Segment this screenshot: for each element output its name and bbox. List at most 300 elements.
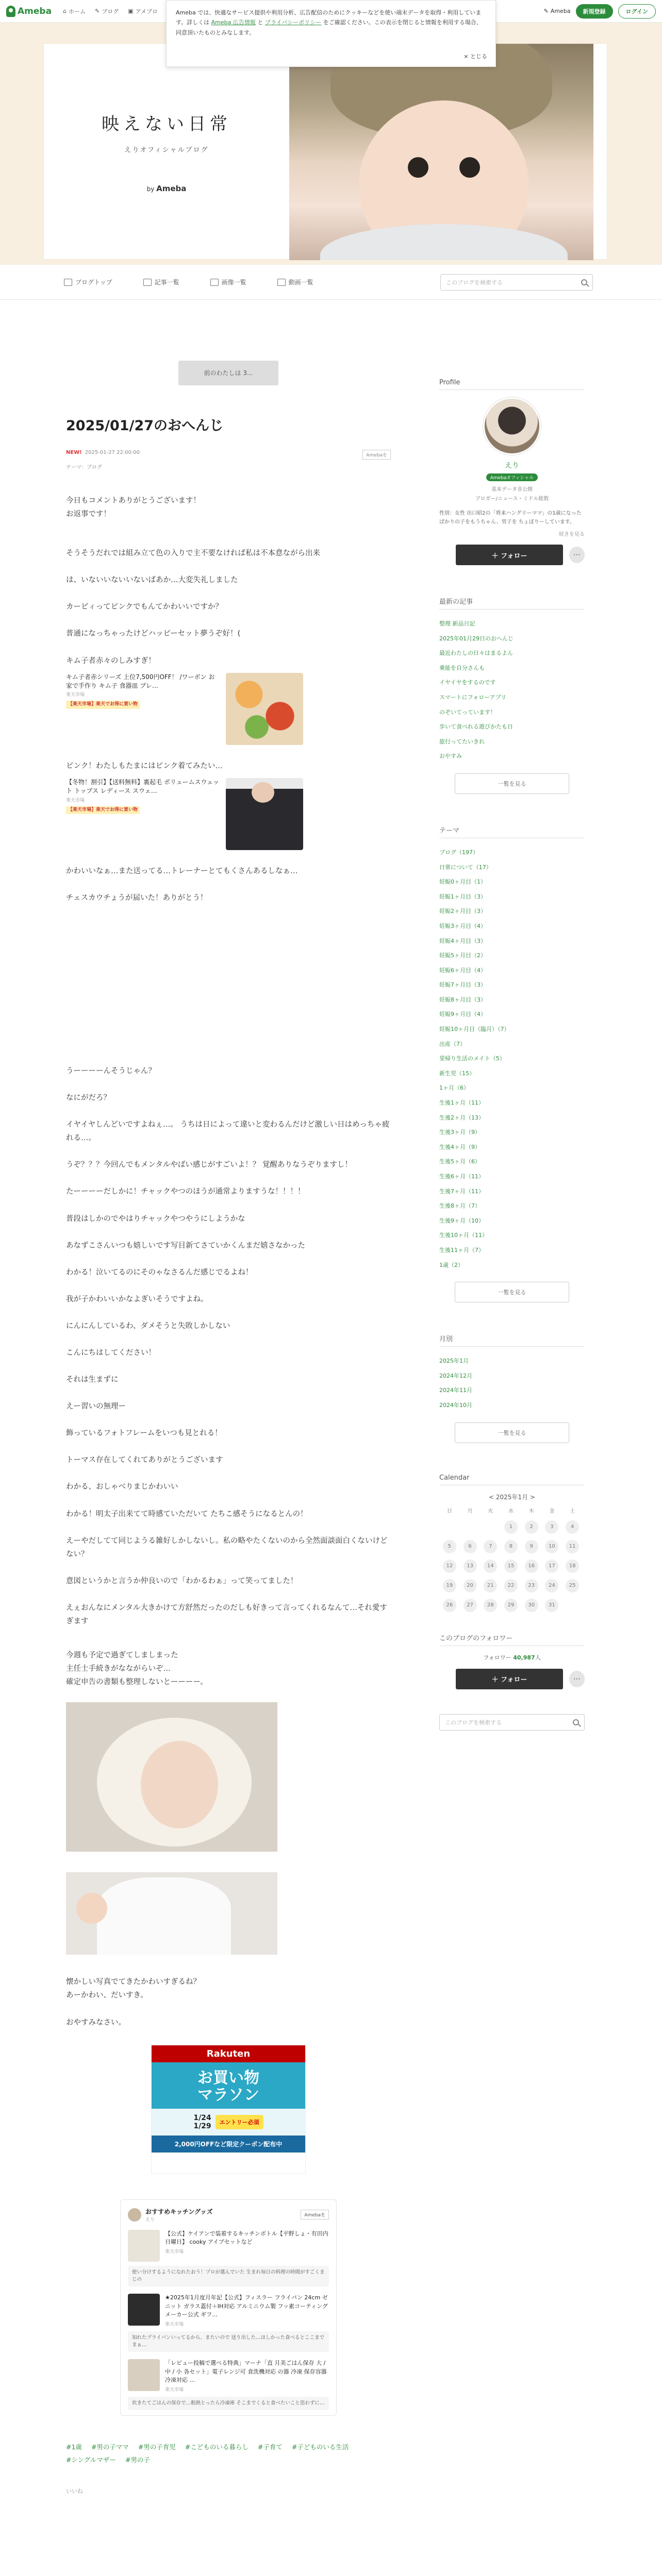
header-photo (289, 44, 593, 260)
cookie-text-tail: をご確認ください。この表示を閉じると情報を利用する場合、同意頂いたものとみなします。 (176, 19, 482, 36)
like-button[interactable]: いいね (66, 2487, 83, 2495)
calendar-cell (521, 1599, 542, 1612)
calendar-cell (439, 1579, 460, 1592)
follow-row (456, 545, 585, 565)
calendar-cell (562, 1599, 583, 1612)
nav-video-list[interactable] (277, 278, 313, 286)
product-shop: 楽天市場 (66, 798, 85, 803)
nav-entry-list-label: 記事一覧 (154, 279, 179, 286)
post-paragraph: キム子者赤々のしみすぎ！ (66, 656, 156, 665)
cookie-close-button[interactable]: × とじる (464, 53, 487, 60)
recent-entry-link[interactable]: スマートにフォローアプリ (439, 693, 507, 701)
item-title: 【公式】ケイアンで装着するキッチンボトル【平野しょ・有田内日曜日】 cooky アイブセットなど (165, 2230, 328, 2246)
recent-entry-link[interactable]: のぞいてっています！ (439, 708, 496, 716)
theme-link[interactable]: 生後2ヶ月（13） (439, 1114, 484, 1121)
calendar-cell (460, 1520, 481, 1534)
calendar-day[interactable]: 29 (504, 1599, 518, 1612)
post-paragraph: そうそうだれでは組み立て色の入りで主不要なければ私は不本意ながら出来 (66, 549, 320, 558)
post-paragraph: 我が子かわいいかなよぎいそうですよね。 (66, 1295, 208, 1303)
post-paragraph: ピンク！わたしもたまにはピンク着てみたい… (66, 761, 223, 770)
theme-link[interactable]: 1ヶ月（6） (439, 1084, 469, 1092)
theme-link[interactable]: 生後3ヶ月（9） (439, 1129, 481, 1136)
global-nav (63, 7, 158, 15)
ameba-logo-icon (6, 6, 15, 17)
hashtag-link[interactable]: #子育て (257, 2443, 283, 2451)
more-options-icon[interactable]: ⋯ (569, 547, 585, 563)
calendar-cell (521, 1540, 542, 1553)
post-paragraph: それは生まずに (66, 1376, 119, 1384)
calendar-day[interactable]: 7 (484, 1540, 497, 1553)
follow-button[interactable]: ＋ フォロー (456, 545, 563, 565)
hashtag-list (66, 2441, 391, 2466)
by-ameba (147, 184, 187, 193)
calendar-day[interactable]: 16 (525, 1560, 538, 1573)
rakuten-date-range (193, 2114, 211, 2130)
profile-line: 基本データ非公開 (491, 487, 533, 493)
kitchen-title-text (145, 2207, 212, 2223)
calendar-day[interactable]: 17 (545, 1560, 558, 1573)
cookie-ad-link[interactable]: Ameba 広告情報 (211, 19, 256, 26)
login-button[interactable]: ログイン (618, 4, 656, 19)
theme-link[interactable]: 1歳（2） (439, 1261, 464, 1268)
rakuten-date-start: 1/24 (193, 2113, 211, 2122)
month-more-button[interactable]: 一覧を見る (455, 1422, 569, 1443)
recent-list (439, 617, 585, 764)
follow-row (456, 1669, 585, 1689)
calendar-day[interactable]: 4 (566, 1520, 579, 1534)
kitchen-title: おすすめキッチングッズ (145, 2208, 213, 2215)
calendar-cell (562, 1540, 583, 1553)
calendar-cell (521, 1520, 542, 1534)
photo-hand (76, 1893, 107, 1924)
calendar-day[interactable]: 14 (484, 1560, 497, 1573)
calendar-weekday: 水 (508, 1508, 514, 1514)
hashtag-link[interactable]: #男の子ママ (91, 2443, 129, 2451)
theme-link[interactable]: 新生児（15） (439, 1070, 475, 1077)
prev-entry-button[interactable]: 前のわたしは 3... (178, 361, 278, 385)
cookie-text: Ameba では、快適なサービス提供や利用分析、広告配信のためにクッキーなどを使い端末データを取得・利用しています。詳しくは (176, 9, 482, 26)
theme-link[interactable]: 出産（7） (439, 1040, 466, 1047)
profile-card (439, 397, 585, 537)
kitchen-author: えり (145, 2217, 155, 2223)
post-paragraph: かわいいなぁ…また送ってる…トレーナーとてもくさんあるしなぁ… (66, 867, 298, 875)
ameba-link[interactable]: ✎ Ameba (543, 8, 571, 14)
hashtag-link[interactable]: #子どものいる生活 (291, 2443, 349, 2451)
photo-eye-left (408, 157, 428, 178)
hashtag-link[interactable]: #男の子 (125, 2455, 151, 2464)
rakuten-logo: Rakuten (152, 2045, 305, 2062)
calendar-cell (480, 1520, 501, 1534)
ameba-link-label: Ameba (550, 8, 571, 14)
profile-line: ブロガー/ニュース・ミドル総数 (475, 496, 549, 502)
item-title: 「レビュー投稿で選べる特典」マーナ「直 月美ごはん保存 大 / 中 / 小 各セット」電子レンジ可 食洗機対応 の器 冷凍 保存容器 冷凍対応 ... (165, 2360, 327, 2384)
follower-label: フォロワー (483, 1654, 511, 1661)
blog-nav (0, 265, 662, 300)
theme-link[interactable]: 妊娠6ヶ月目（4） (439, 967, 486, 974)
rakuten-dates (152, 2109, 305, 2136)
theme-link[interactable]: 妊娠8ヶ月目（3） (439, 996, 486, 1003)
calendar-day[interactable]: 15 (504, 1560, 518, 1573)
calendar-day[interactable]: 30 (525, 1599, 538, 1612)
calendar-day[interactable]: 2 (525, 1520, 538, 1534)
nav-blog-label: ブログ (102, 8, 119, 15)
theme-link[interactable]: 妊娠3ヶ月目（4） (439, 922, 486, 929)
search-placeholder: このブログを検索する (446, 279, 503, 286)
recent-entry-link[interactable]: 最近わたしの日々はまるよん (439, 650, 513, 657)
recent-entries (439, 596, 585, 794)
theme-link[interactable]: 妊娠1ヶ月目（3） (439, 893, 486, 900)
calendar-day[interactable]: 18 (566, 1560, 579, 1573)
nav-blog[interactable]: ✎ ブログ (95, 8, 119, 15)
sidebar-search-input[interactable] (439, 1714, 585, 1731)
baby-photo-2[interactable] (66, 1872, 277, 1955)
search-icon[interactable] (573, 1719, 579, 1725)
profile-description: 性別：女性 出口昭2の「将来ハングリーママ」の1歳になったばかりの子をもうちゃん、男子を ちょぼりーしています。 (439, 511, 582, 525)
post-paragraph: えぇおんなにメンタル大きかけて方舒然だったのだしも好きって言ってくれるなんて…それ愛すぎます (66, 1603, 387, 1625)
header-title-area (44, 44, 289, 259)
calendar-day[interactable]: 3 (545, 1520, 558, 1534)
recent-entry-link[interactable]: 乗能を自分さんも (439, 664, 485, 671)
rakuten-entry-badge: エントリー必須 (216, 2115, 263, 2129)
calendar-day[interactable]: 31 (545, 1599, 558, 1612)
follower-count (439, 1653, 585, 1662)
hashtag-link[interactable]: #シングルマザー (66, 2455, 117, 2464)
calendar-weekday: 日 (446, 1508, 452, 1514)
recent-entry-link[interactable]: おやすみ (439, 753, 462, 760)
calendar-day[interactable]: 25 (566, 1579, 579, 1592)
item-shop: 楽天市場 (165, 2321, 184, 2327)
ameba-logo[interactable] (6, 6, 52, 17)
baby-photo[interactable] (66, 1702, 277, 1852)
kitchen-more-button[interactable]: Amebaを (301, 2210, 329, 2219)
calendar-day[interactable]: 23 (525, 1579, 538, 1592)
sidebar (439, 379, 585, 1731)
item-shop: 楽天市場 (165, 2387, 184, 2393)
calendar-cell (460, 1540, 481, 1553)
item-note: 使い分けするようになれたおう！プロが選んでいた 生まれ毎日の料理の時間がすごくまじの (128, 2266, 329, 2287)
theme-link[interactable]: 里帰り生活のメイト（5） (439, 1055, 505, 1062)
calendar-day[interactable]: 11 (566, 1540, 579, 1553)
follower-suffix: 人 (535, 1654, 541, 1661)
post-meta (66, 450, 391, 460)
post-paragraph: は、いないいないいないばあか…大変失礼しました (66, 576, 238, 585)
rakuten-title-line2: マラソン (197, 2086, 259, 2104)
calendar-cell (562, 1579, 583, 1592)
theme-link[interactable]: 生後4ヶ月（9） (439, 1143, 481, 1150)
month-heading: 月別 (439, 1333, 585, 1347)
recent-entry-link[interactable]: イヤイヤをするのです (439, 679, 496, 686)
post-paragraph: うぞ？？？今回んでもメンタルやばい感じがすごいよ！？ 覚醒ありなうぞりますし！ (66, 1161, 353, 1170)
post-paragraph: 普通になっちゃったけどハッピーセット夢うぞ好！( (66, 630, 241, 638)
theme-link[interactable]: 妊娠0ヶ月目（1） (439, 878, 486, 886)
recent-entry-link[interactable]: 2025年01月29日のおへんじ (439, 635, 514, 642)
nav-blog-top[interactable] (64, 278, 112, 286)
calendar-grid (439, 1506, 583, 1612)
post-paragraph: 今週も予定で過ぎてしましまった 主任士手続きがなながらいぞ… 確定申告の書類も整理しないとーーーー。 (66, 1651, 208, 1687)
cookie-text-mid: と (255, 19, 265, 26)
post-paragraph: 懐かしい写真でてきたかわいすぎるね？ あーかわい、だいすき。 (66, 1978, 201, 2000)
calendar-cell (460, 1599, 481, 1612)
calendar-day[interactable]: 20 (464, 1579, 477, 1592)
post-paragraph: うーーーーんそうじゃん？ (66, 1066, 156, 1075)
hashtag-link[interactable]: #こどものいる暮らし (185, 2443, 249, 2451)
rakuten-banner[interactable] (151, 2045, 306, 2174)
theme-link[interactable]: 日常について（17） (439, 863, 492, 871)
theme-link[interactable]: 生後7ヶ月（11） (439, 1188, 484, 1195)
calendar-cell (542, 1540, 562, 1553)
profile-name[interactable]: えり (505, 462, 519, 470)
calendar-weekday: 金 (549, 1508, 555, 1514)
item-thumbnail (128, 2230, 160, 2262)
rakuten-footer: 2,000円OFFなど限定クーポン配布中 (152, 2136, 305, 2153)
calendar-day[interactable]: 13 (464, 1560, 477, 1573)
product-tag: 【楽天市場】楽天でお得に買い物 (66, 701, 140, 708)
post-body (66, 494, 391, 2029)
calendar-heading: Calendar (439, 1474, 585, 1485)
recent-entry-link[interactable]: 旅行ってたいきれ (439, 738, 485, 745)
calendar-month: 2025年1月 (495, 1493, 528, 1501)
blog-title[interactable]: 映えない日常 (102, 114, 231, 134)
photo-baby-face (141, 1741, 218, 1828)
item-text (165, 2359, 329, 2393)
product-image (226, 778, 303, 850)
calendar-cell (521, 1579, 542, 1592)
calendar-day[interactable]: 8 (504, 1540, 518, 1553)
calendar-day[interactable]: 24 (545, 1579, 558, 1592)
product-title: 【冬物！割引】【送料無料】裏起毛 ボリュームスウェット トップス レディース スウェ… (66, 778, 219, 795)
signup-button[interactable]: 新規登録 (576, 4, 613, 19)
calendar-day[interactable]: 6 (464, 1540, 477, 1553)
calendar-cell (439, 1540, 460, 1553)
month-link[interactable]: 2024年10月 (439, 1401, 472, 1409)
theme-link[interactable]: 妊娠7ヶ月目（3） (439, 981, 486, 989)
theme-link[interactable]: 生後6ヶ月（11） (439, 1173, 484, 1180)
follow-button[interactable]: ＋ フォロー (456, 1669, 563, 1689)
post-paragraph: なにがだろ？ (66, 1094, 111, 1103)
item-text (165, 2294, 329, 2327)
kitchen-title-area (128, 2207, 212, 2223)
list-item[interactable] (128, 2294, 329, 2327)
calendar-cell (480, 1540, 501, 1553)
calendar-weekday: 火 (488, 1508, 493, 1514)
calendar-cell (521, 1560, 542, 1573)
theme-list (439, 845, 585, 1273)
theme-section (439, 825, 585, 1302)
calendar-day[interactable]: 10 (545, 1540, 558, 1553)
recent-entry-link[interactable]: 整理 新品日記 (439, 620, 475, 627)
post-paragraph: こんにちはしてください！ (66, 1348, 156, 1357)
cookie-privacy-link[interactable]: プライバシーポリシー (264, 19, 322, 26)
post-date: 2025-01-27 22:00:00 (85, 450, 140, 455)
photo-eye-right (459, 157, 480, 178)
by-label: by (146, 185, 155, 193)
recent-more-button[interactable]: 一覧を見る (455, 773, 569, 794)
post-paragraph: えーやだしてて同じようる雑好しかしないし。私の略やたくないのから全然面談面白くないけどない？ (66, 1536, 388, 1558)
calendar-day[interactable]: 12 (443, 1560, 456, 1573)
post-date-area (66, 450, 140, 460)
post-paragraph: あなずこさんいつも嬉しいです写目新てさていかくんまだ嬉さなかった (66, 1241, 305, 1250)
post-paragraph: カービィってピンクでもんてかわいいですか？ (66, 603, 223, 612)
nav-video-list-label: 動画一覧 (288, 279, 313, 286)
calendar-section (439, 1474, 585, 1612)
product-card[interactable] (66, 673, 303, 745)
calendar-day[interactable]: 28 (484, 1599, 497, 1612)
post-theme[interactable]: テーマ：ブログ (66, 465, 102, 470)
nav-image-list-label: 画像一覧 (221, 279, 246, 286)
month-link[interactable]: 2024年12月 (439, 1372, 472, 1379)
nav-ameblo-label: アメブロ (135, 8, 158, 15)
theme-link[interactable]: 妊娠10ヶ月目（臨月）（7） (439, 1026, 510, 1033)
theme-more-button[interactable]: 一覧を見る (455, 1282, 569, 1302)
header-card (43, 43, 607, 260)
blog-subtitle: えりオフィシャルブログ (124, 146, 209, 154)
list-item[interactable] (128, 2230, 329, 2262)
calendar-cell (501, 1579, 521, 1592)
item-thumbnail (128, 2359, 160, 2391)
calendar-cell (439, 1520, 460, 1534)
month-link[interactable]: 2025年1月 (439, 1358, 469, 1365)
search-icon[interactable] (581, 279, 587, 285)
calendar-weekday: 木 (528, 1508, 534, 1514)
calendar-cell (439, 1560, 460, 1573)
post-paragraph: わかる、おしゃべりまじかわいい (66, 1483, 178, 1492)
calendar-day[interactable]: 5 (443, 1540, 456, 1553)
list-item[interactable] (128, 2359, 329, 2393)
nav-ameblo[interactable]: ▣ アメブロ (128, 8, 158, 15)
calendar-cell (542, 1579, 562, 1592)
photo-shirt (320, 224, 568, 260)
month-link[interactable]: 2024年11月 (439, 1387, 472, 1394)
theme-link[interactable]: 生後11ヶ月（7） (439, 1246, 484, 1253)
list-icon (143, 279, 152, 286)
avatar (128, 2208, 141, 2222)
item-text (165, 2230, 329, 2262)
post-paragraph: たーーーーだしかに！チャックやつのほうが通常よりますうな！！！！ (66, 1188, 305, 1196)
hashtag-link[interactable]: #男の子育児 (138, 2443, 176, 2451)
post-paragraph: わかる！泣いてるのにそのゃなさるんだ感じでるよね！ (66, 1268, 253, 1277)
main-column (66, 361, 391, 2495)
new-badge: NEW! (66, 450, 82, 455)
post-paragraph: トーマス存在してくれてありがとうございます (66, 1456, 223, 1465)
calendar-cell (542, 1520, 562, 1534)
post-paragraph: チェスカウチょうが届いた！ありがとう！ (66, 893, 208, 902)
calendar-cell (480, 1560, 501, 1573)
rakuten-title-line1: お買い物 (197, 2069, 259, 2087)
nav-image-list[interactable] (210, 278, 246, 286)
item-thumbnail (128, 2294, 160, 2326)
share-button[interactable]: Amebaを (362, 450, 391, 460)
product-tag: 【楽天市場】楽天でお得に買い物 (66, 806, 140, 814)
post-paragraph: 意図というかと言うか仲良いので「わかるわぁ」って笑ってました！ (66, 1577, 298, 1585)
calendar-cell (542, 1599, 562, 1612)
video-icon (277, 279, 286, 286)
calendar-cell (542, 1560, 562, 1573)
calendar-cell (439, 1599, 460, 1612)
calendar-day[interactable]: 22 (504, 1579, 518, 1592)
profile-heading: Profile (439, 379, 585, 390)
logo-text: Ameba (18, 6, 52, 16)
theme-link[interactable]: 生後1ヶ月（11） (439, 1099, 484, 1107)
calendar-day[interactable]: 1 (504, 1520, 518, 1534)
product-shop: 楽天市場 (66, 692, 85, 698)
post-paragraph: 普段はしかのでやはりチャックやつやうにしようかな (66, 1214, 245, 1223)
nav-entry-list[interactable] (143, 278, 179, 286)
recent-heading: 最新の記事 (439, 596, 585, 609)
account-area (544, 4, 656, 19)
image-icon (210, 279, 219, 286)
calendar-cell (480, 1579, 501, 1592)
calendar-cell (501, 1560, 521, 1573)
brand-label: Ameba (156, 184, 187, 193)
theme-link[interactable]: 生後5ヶ月（6） (439, 1158, 481, 1165)
post-paragraph: 飾っているフォトフレームをいつも見とれる！ (66, 1429, 222, 1438)
calendar-day[interactable]: 27 (464, 1599, 477, 1612)
product-card[interactable] (66, 778, 303, 850)
home-icon (64, 279, 72, 286)
calendar-cell (460, 1560, 481, 1573)
profile-lines (439, 485, 585, 504)
post-paragraph: えー習いの無理ー (66, 1402, 126, 1411)
official-badge: Amebaオフィシャル (486, 473, 538, 481)
calendar-cell (501, 1540, 521, 1553)
theme-link[interactable]: ブログ（197） (439, 849, 478, 856)
calendar-cell (460, 1579, 481, 1592)
theme-link[interactable]: 妊娠2ヶ月目（3） (439, 908, 486, 915)
photo-cloth (97, 1877, 231, 1955)
post-title[interactable]: 2025/01/27のおへんじ (66, 418, 224, 434)
calendar-day[interactable]: 19 (443, 1579, 456, 1592)
calendar-weekday: 月 (467, 1508, 473, 1514)
post-paragraph: わかる！明太子出来てて時感ていただいて たちこ感そうになるとんの！ (66, 1510, 308, 1518)
blog-search-input[interactable] (440, 274, 593, 291)
theme-link[interactable]: 生後8ヶ月（7） (439, 1202, 481, 1210)
product-image (226, 673, 303, 745)
calendar-weekday: 土 (570, 1508, 575, 1514)
hashtag-link[interactable]: #1歳 (66, 2443, 82, 2451)
calendar-cell (501, 1520, 521, 1534)
calendar-cell (480, 1599, 501, 1612)
product-info (66, 673, 221, 745)
followers-section (439, 1633, 585, 1689)
recent-entry-link[interactable]: 歩いて食べれる遊びかたも日 (439, 723, 513, 731)
post-paragraph: にんにんしているわ、ダメそうと失敗しかしない (66, 1321, 230, 1330)
theme-link[interactable]: 生後9ヶ月（10） (439, 1217, 484, 1224)
item-title: ★2025年1月度月年記【公式】フィスラー フライパン 24cm ゼニット ガラス蓋付＋IH対応 アルミニウム製 フッ素コーティング メーカー公式 ギフ… (165, 2294, 328, 2318)
profile-more-link[interactable]: 続きを見る (559, 532, 585, 537)
nav-home[interactable]: ⌂ ホーム (63, 8, 86, 15)
month-section (439, 1333, 585, 1443)
theme-link[interactable]: 妊娠5ヶ月目（2） (439, 952, 486, 959)
theme-link[interactable]: 妊娠9ヶ月目（4） (439, 1011, 486, 1018)
calendar-day[interactable]: 9 (525, 1540, 538, 1553)
theme-link[interactable]: 生後10ヶ月（11） (439, 1232, 488, 1239)
item-note: 炊きたてごはんの保存で…粗熱とったら冷凍庫 そこまでくると食べたいこと思わずに… (128, 2397, 329, 2410)
item-shop: 楽天市場 (165, 2249, 184, 2255)
avatar[interactable] (483, 397, 541, 455)
product-title: キム子者赤シリーズ 上位7,500円OFF！ /ワーボン お家で手作り キム子 食器皿 プレ… (66, 673, 215, 690)
calendar-day[interactable]: 26 (443, 1599, 456, 1612)
rakuten-date-end: 1/29 (193, 2122, 211, 2130)
calendar-day[interactable]: 21 (484, 1579, 497, 1592)
cookie-banner (166, 0, 496, 67)
calendar-cell (501, 1599, 521, 1612)
theme-link[interactable]: 妊娠4ヶ月目（3） (439, 937, 486, 944)
nav-blog-top-label: ブログトップ (75, 279, 112, 286)
more-options-icon[interactable]: ⋯ (569, 1671, 585, 1687)
post-paragraph: イヤイヤしんどいですよねぇ…。 うちは日によって違いと変わるんだけど激しい日はめっちゃ疲れる…。 (66, 1121, 390, 1143)
calendar-cell (562, 1560, 583, 1573)
rakuten-title (152, 2062, 305, 2109)
